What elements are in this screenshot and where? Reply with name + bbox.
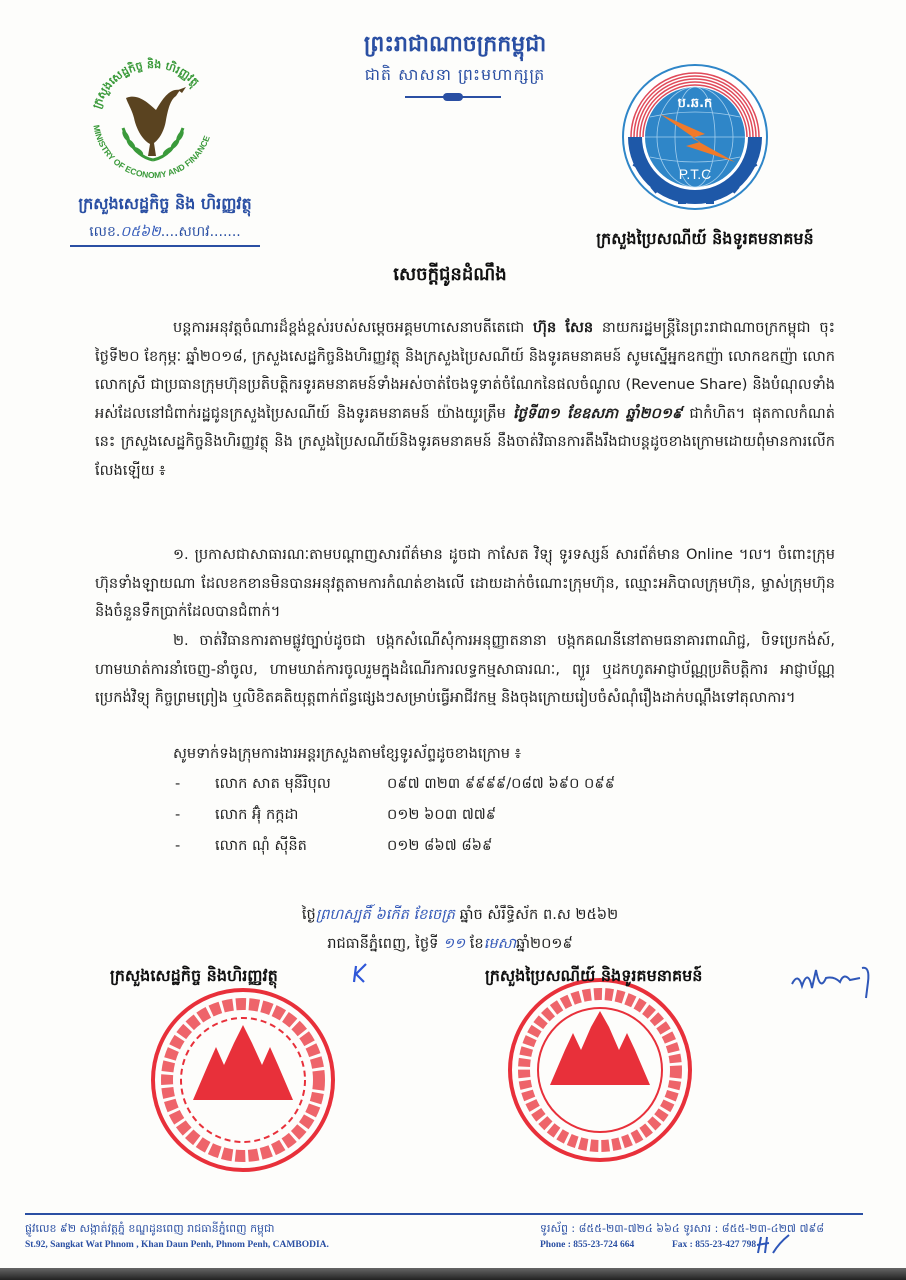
- ref-suffix: ....សហវ.......: [160, 224, 241, 240]
- official-seal-right: [505, 975, 695, 1165]
- ptc-logo: [620, 62, 770, 212]
- signature-right: [790, 962, 880, 1002]
- lunar-prefix: ថ្ងៃ: [301, 906, 316, 923]
- intro-paragraph: [95, 314, 835, 485]
- measure-item-2-text: ២. ចាត់វិធានការតាមផ្លូវច្បាប់ដូចជា បង្កកសំណើសុំការអនុញ្ញាតនានា បង្កកគណនីនៅតាមធនាគារពាណិជ្ជ, បិទប្រេកង់ស៍, ហាមឃាត់ការនាំចេញ-នាំចូល, ហាមឃាត់ការចូលរួមក្នុងដំណើរការលទ្ធកម្មសាធារណៈ, ព្យួរ ឬដកហូតអាជ្ញាប័ណ្ណប្រតិបត្តិការ អាជ្ញាប័ណ្ណប្រេកង់វិទ្យុ កិច្ចព្រមព្រៀង ឬលិខិតគតិយុត្តពាក់ព័ន្ធផ្សេងៗសម្រាប់ធ្វើអាជីវកម្ម និងចុងក្រោយរៀបចំសំណុំរឿងដាក់បណ្តឹងទៅតុលាការ។: [95, 632, 835, 706]
- scan-edge: [0, 1268, 906, 1280]
- solar-date: [220, 935, 680, 956]
- left-ministry-name: ក្រសួងសេដ្ឋកិច្ច និង ហិរញ្ញវត្ថុ: [78, 194, 252, 213]
- contact-name: លោក អ៊ុំ កក្កដា: [215, 806, 299, 823]
- measure-item-1: [95, 541, 835, 627]
- contact-intro: សូមទាក់ទងក្រុមការងារអន្តរក្រសួងតាមខ្សែទូរស័ព្ទដូចខាងក្រោម ៖: [173, 745, 522, 762]
- bullet: -: [175, 806, 181, 823]
- contact-row: [175, 832, 492, 860]
- intro-text-1: បន្តការអនុវត្តចំណារដ៏ខ្ពង់ខ្ពស់របស់សម្តេចអគ្គមហាសេនាបតីតេជោ: [173, 319, 534, 336]
- contact-row: [175, 770, 615, 798]
- svg-text:ក្រសួងសេដ្ឋកិច្ច និង ហិរញ្ញវត្: ក្រសួងសេដ្ឋកិច្ច និង ហិរញ្ញវត្ថុ: [90, 57, 202, 111]
- signature-mark-left: [350, 960, 372, 984]
- contact-phone: ០១២ ៨៦៧ ៨៦៩: [387, 837, 493, 854]
- phone-fax-khmer: ទូរស័ព្ទ : ៨៥៥-២៣-៧២៤ ៦៦៤ ទូរសារ : ៨៥៥-២៣-៤២៧ ៧៩៨: [540, 1222, 825, 1235]
- bullet: -: [175, 775, 181, 792]
- svg-text:P.T.C: P.T.C: [678, 166, 712, 182]
- solar-month: មេសា: [483, 935, 517, 952]
- national-motto: ជាតិ សាសនា ព្រះមហាក្សត្រ: [364, 65, 546, 84]
- contact-name: លោក សាត មុនីរិបុល: [215, 775, 331, 792]
- fax-english: Fax : 855-23-427 798: [672, 1240, 757, 1250]
- contact-phone: ០៩៧ ៣២៣ ៩៩៩៩/០៨៧ ៦៩០ ០៩៩: [387, 775, 616, 792]
- solar-year: ឆ្នាំ២០១៩: [516, 935, 573, 952]
- contact-name: លោក ណុំ ស៊ីនិត: [215, 837, 307, 854]
- prime-minister-name: ហ៊ុន សែន: [533, 319, 594, 336]
- solar-month-prefix: ខែ: [465, 935, 484, 952]
- document-title: សេចក្តីជូនដំណឹង: [393, 264, 507, 285]
- svg-text:MINISTRY OF ECONOMY AND FINANC: MINISTRY OF ECONOMY AND FINANCE: [91, 124, 212, 181]
- address-english: St.92, Sangkat Wat Phnom , Khan Daun Penh, Phnom Penh, CAMBODIA.: [25, 1240, 329, 1250]
- intro-text-3: ជាកំហិត។ ផុតកាលកំណត់នេះ ក្រសួងសេដ្ឋកិច្ចនិងហិរញ្ញវត្ថុ និង ក្រសួងប្រៃសណីយ៍និងទូរគមនាគមន៍ នឹងចាត់វិធានការតឹងរឹងជាបន្តដូចខាងក្រោមដោយពុំមានការលើកលែងឡើយ ៖: [95, 404, 835, 479]
- contact-row: [175, 801, 496, 829]
- ref-prefix: លេខ: [89, 224, 116, 240]
- solar-day: ១១: [443, 935, 466, 952]
- deadline-date: ថ្ងៃទី៣១ ខែឧសភា ឆ្នាំ២០១៩: [512, 404, 683, 422]
- contact-phone: ០១២ ៦០៣ ៧៧៩: [387, 806, 497, 823]
- footer-divider: [25, 1213, 863, 1215]
- phone-english: Phone : 855-23-724 664: [540, 1240, 635, 1250]
- address-khmer: ផ្លូវលេខ ៩២ សង្កាត់វត្តភ្នំ ខណ្ឌដូនពេញ រាជធានីភ្នំពេញ កម្ពុជា: [25, 1222, 275, 1235]
- right-ministry-name: ក្រសួងប្រៃសណីយ៍ និងទូរគមនាគមន៍: [596, 229, 814, 248]
- intro-text-2: នាយករដ្ឋមន្ត្រីនៃព្រះរាជាណាចក្រកម្ពុជា ចុះថ្ងៃទី២០ ខែកុម្ភៈ ឆ្នាំ២០១៨, ក្រសួងសេដ្ឋកិច្ចនិងហិរញ្ញវត្ថុ និងក្រសួងប្រៃសណីយ៍ និងទូរគមនាគមន៍ សូមស្នើអ្នកឧកញ៉ា លោកឧកញ៉ា លោក លោកស្រី ជាប្រធានក្រុមហ៊ុនប្រតិបត្តិករទូរគមនាគមន៍ទាំងអស់ចាត់ចែងទូទាត់ចំណែកនៃផលចំណូល (Revenue Share) និងបំណុលទាំងអស់ដែលនៅជំពាក់រដ្ឋជូនក្រសួងប្រៃសណីយ៍ និងទូរគមនាគមន៍ យ៉ាងយូរត្រឹម: [95, 319, 835, 422]
- ministry-economy-finance-logo: [78, 48, 228, 188]
- lunar-suffix: ឆ្នាំច សំរឹទ្ធិស័ក ព.ស ២៥៦២: [454, 906, 619, 923]
- official-seal-left: [148, 985, 338, 1175]
- lunar-date: [230, 906, 690, 927]
- ornamental-divider: [405, 96, 501, 98]
- ref-number-handwritten: ០៥៦២: [120, 224, 161, 240]
- measure-item-2: [95, 627, 835, 713]
- initials-mark: [755, 1233, 793, 1255]
- kingdom-heading: ព្រះរាជាណាចក្រកម្ពុជា: [363, 32, 547, 57]
- lunar-handwritten: ព្រហស្បតិ៍ ៦កើត ខែចេត្រ: [315, 906, 455, 923]
- signatory-left: ក្រសួងសេដ្ឋកិច្ច និងហិរញ្ញវត្ថុ: [110, 966, 278, 985]
- bullet: -: [175, 837, 181, 854]
- measure-item-1-text: ១. ប្រកាសជាសាធារណៈតាមបណ្តាញសារព័ត៌មាន ដូចជា កាសែត វិទ្យុ ទូរទស្សន៍ សារព័ត៌មាន Online ។ល។ ចំពោះក្រុមហ៊ុនទាំងឡាយណា ដែលខកខានមិនបានអនុវត្តតាមការកំណត់ខាងលើ ដោយដាក់ចំណោះក្រុមហ៊ុន, ឈ្មោះអភិបាលក្រុមហ៊ុន, ម្ចាស់ក្រុមហ៊ុន និងចំនួនទឹកប្រាក់ដែលបានជំពាក់។: [95, 546, 835, 620]
- svg-text:ប.ឆ.ក: ប.ឆ.ក: [677, 96, 713, 111]
- signatory-right: ក្រសួងប្រៃសណីយ៍ និងទូរគមនាគមន៍: [485, 966, 703, 985]
- solar-prefix: រាជធានីភ្នំពេញ, ថ្ងៃទី: [327, 935, 444, 952]
- reference-number: លេខ.០៥៦២....សហវ.......: [70, 222, 260, 247]
